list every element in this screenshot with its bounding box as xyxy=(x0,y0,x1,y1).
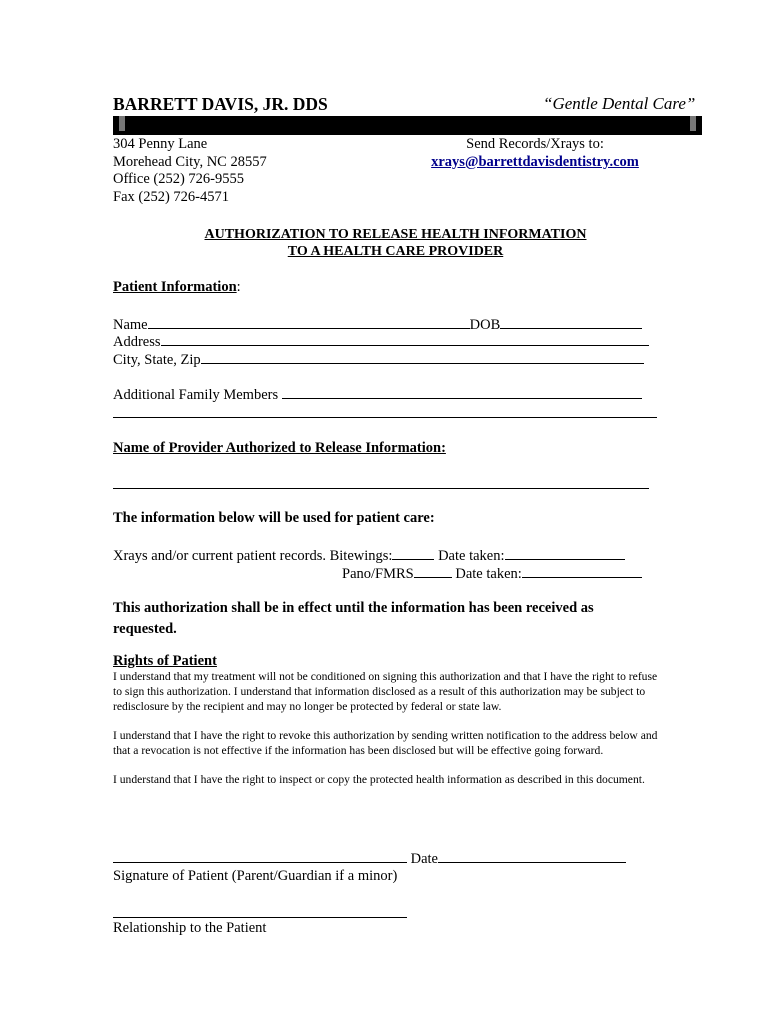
divider-tab-left xyxy=(119,116,125,131)
send-records-label: Send Records/Xrays to: xyxy=(466,136,604,152)
provider-name-field[interactable] xyxy=(113,488,649,489)
pano-label: Pano/FMRS xyxy=(342,566,414,582)
address-row xyxy=(113,332,649,352)
signature-field[interactable] xyxy=(113,849,407,863)
practice-motto: “Gentle Dental Care” xyxy=(543,94,696,113)
bitewings-label: Bitewings: xyxy=(329,548,393,564)
city-state-zip-row xyxy=(113,350,644,370)
provider-heading: Name of Provider Authorized to Release Information: xyxy=(113,440,446,456)
xrays-row xyxy=(113,546,625,566)
relationship-field[interactable] xyxy=(113,917,407,918)
date-label: Date xyxy=(410,851,438,867)
bitewings-field[interactable] xyxy=(392,546,434,560)
name-field[interactable] xyxy=(148,315,470,329)
pano-field[interactable] xyxy=(414,564,452,578)
city-state-zip-field[interactable] xyxy=(201,350,644,364)
form-title-line2: TO A HEALTH CARE PROVIDER xyxy=(287,244,504,259)
patient-info-heading-text: Patient Information xyxy=(113,279,237,295)
xrays-label: Xrays and/or current patient records. xyxy=(113,548,326,564)
bitewings-date-field[interactable] xyxy=(505,546,625,560)
relationship-label: Relationship to the Patient xyxy=(113,920,267,936)
rights-paragraph-1: I understand that my treatment will not be conditioned on signing this authorization and that I have the right to refuse to sign this authorization. I understand that information disclosed as a result of this authorization may be subject to redisclosure by the recipient and may no longer be protected by federal or state law. xyxy=(113,670,658,713)
signature-row xyxy=(113,849,626,869)
family-members-row xyxy=(113,385,642,405)
bitewings-date-label: Date taken: xyxy=(438,548,505,564)
patient-info-heading xyxy=(113,279,241,297)
address-label: Address xyxy=(113,334,161,350)
pano-date-label: Date taken: xyxy=(455,566,522,582)
rights-heading: Rights of Patient xyxy=(113,653,217,669)
effect-line2: requested. xyxy=(113,621,177,637)
signature-date-field[interactable] xyxy=(438,849,626,863)
header-divider-bar xyxy=(113,116,702,135)
pano-row xyxy=(342,564,642,584)
pano-date-field[interactable] xyxy=(522,564,642,578)
form-title-line1: AUTHORIZATION TO RELEASE HEALTH INFORMATION xyxy=(204,227,587,242)
effect-line1: This authorization shall be in effect until the information has been received as xyxy=(113,600,594,616)
form-title xyxy=(113,226,678,260)
practice-name: BARRETT DAVIS, JR. DDS xyxy=(113,94,328,114)
name-label: Name xyxy=(113,317,148,333)
rights-text xyxy=(113,669,658,801)
send-records-block xyxy=(426,136,644,171)
family-members-label: Additional Family Members xyxy=(113,387,279,403)
effect-statement xyxy=(113,598,594,640)
usage-heading: The information below will be used for patient care: xyxy=(113,510,435,526)
divider-tab-right xyxy=(690,116,696,131)
dob-label: DOB xyxy=(469,317,501,333)
city-state-zip-label: City, State, Zip xyxy=(113,352,201,368)
family-members-field[interactable] xyxy=(282,385,642,399)
rights-paragraph-3: I understand that I have the right to inspect or copy the protected health information as described in this document. xyxy=(113,773,645,786)
address-city: Morehead City, NC 28557 xyxy=(113,153,267,170)
address-street: 304 Penny Lane xyxy=(113,136,208,152)
patient-info-colon: : xyxy=(236,279,241,295)
address-fax: Fax (252) 726-4571 xyxy=(113,188,229,205)
practice-address xyxy=(113,136,267,206)
send-records-email-link[interactable]: xrays@barrettdavisdentistry.com xyxy=(431,153,639,170)
rights-paragraph-2: I understand that I have the right to revoke this authorization by sending written notification to the address below and that a revocation is not effective if the information has been disclosed but will be effective going forward. xyxy=(113,729,658,757)
address-field[interactable] xyxy=(161,332,649,346)
dob-field[interactable] xyxy=(500,315,642,329)
signature-label: Signature of Patient (Parent/Guardian if a minor) xyxy=(113,868,398,884)
family-members-field-line2[interactable] xyxy=(113,417,657,418)
address-office-phone: Office (252) 726-9555 xyxy=(113,171,245,187)
